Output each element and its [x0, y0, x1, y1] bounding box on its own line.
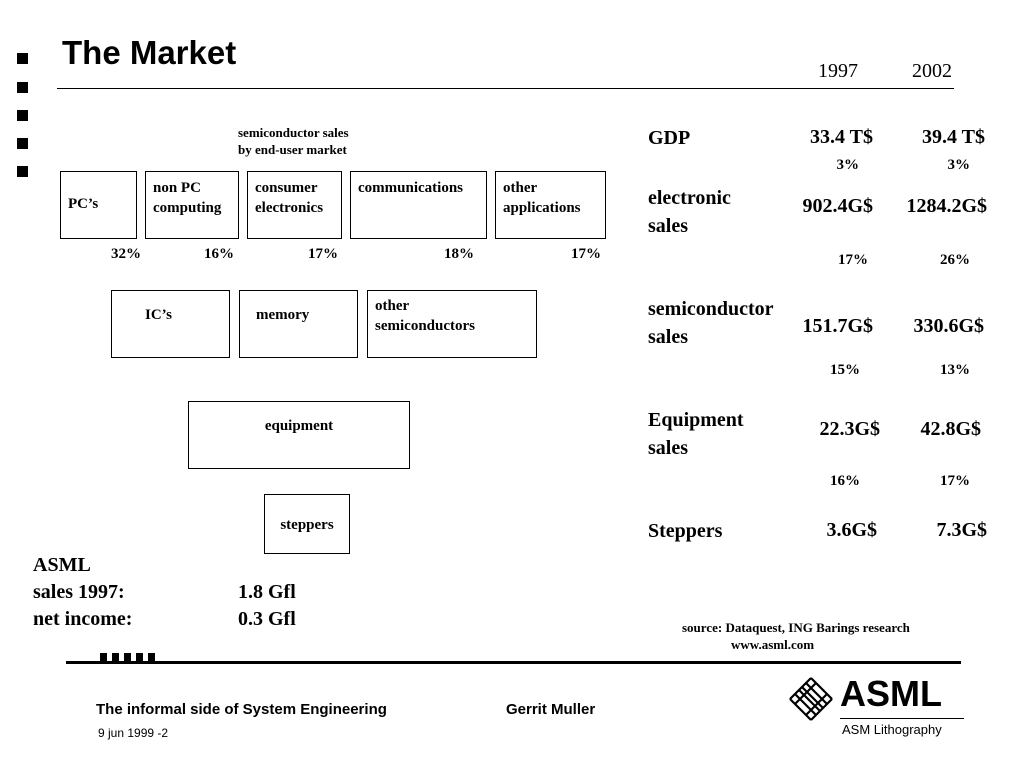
logo-rule — [840, 718, 964, 719]
slide-title: The Market — [62, 34, 237, 71]
source-url: www.asml.com — [731, 637, 815, 652]
table-value-2002: 330.6G$ — [913, 315, 984, 337]
semi-box-other-semiconductors — [367, 290, 537, 358]
market-box-communications — [350, 171, 487, 239]
footer-date: 9 jun 1999 -2 — [98, 726, 169, 740]
rule-tick — [124, 653, 131, 661]
asml-emblem-icon — [788, 676, 834, 722]
semi-label: IC’s — [145, 307, 172, 323]
diagram-caption-line1: semiconductor sales — [238, 125, 349, 140]
market-label: other applications — [503, 180, 581, 216]
market-label: PC’s — [68, 196, 99, 212]
footer-title: The informal side of System Engineering — [96, 701, 387, 718]
equipment-label: equipment — [264, 418, 334, 434]
table-growth-2002: 26% — [940, 252, 970, 268]
title-divider — [57, 88, 954, 89]
semi-box-memory — [239, 290, 358, 358]
steppers-label: steppers — [280, 517, 334, 533]
table-growth-1997: 3% — [836, 157, 859, 173]
market-label: communications — [358, 180, 463, 196]
market-pct-communications: 18% — [444, 246, 474, 262]
market-label: consumer electronics — [255, 180, 324, 216]
table-label-text: electronic sales — [648, 187, 731, 237]
table-label-text: semiconductor sales — [648, 298, 774, 348]
steppers-box — [264, 494, 350, 554]
asml-logo — [788, 674, 968, 744]
table-value-1997: 151.7G$ — [802, 315, 873, 337]
diagram-caption — [238, 124, 349, 158]
table-growth-1997: 17% — [838, 252, 868, 268]
table-label-electronic-sales — [648, 184, 731, 240]
market-box-other-applications — [495, 171, 606, 239]
table-label-steppers: Steppers — [648, 520, 723, 542]
asml-income-label: net income: — [33, 608, 133, 630]
market-box-non-pc-computing — [145, 171, 239, 239]
equipment-box — [188, 401, 410, 469]
table-value-2002: 39.4 T$ — [922, 126, 985, 148]
table-label-equipment-sales — [648, 406, 744, 462]
rule-tick — [112, 653, 119, 661]
source-note: source: Dataquest, ING Barings research — [682, 620, 910, 635]
table-value-1997: 22.3G$ — [819, 418, 880, 440]
diagram-caption-line2: by end-user market — [238, 142, 347, 157]
table-value-2002: 42.8G$ — [920, 418, 981, 440]
semi-label: other semiconductors — [375, 298, 475, 334]
bullet-marker — [17, 82, 28, 93]
year-1997-header: 1997 — [818, 60, 858, 82]
table-value-1997: 3.6G$ — [826, 519, 877, 541]
asml-sales-value: 1.8 Gfl — [238, 581, 296, 603]
asml-income-value: 0.3 Gfl — [238, 608, 296, 630]
year-2002-header: 2002 — [912, 60, 952, 82]
semi-label: memory — [256, 307, 310, 323]
table-value-2002: 1284.2G$ — [906, 195, 987, 217]
footer-author: Gerrit Muller — [506, 701, 596, 718]
table-growth-2002: 13% — [940, 362, 970, 378]
market-pct-consumer-electronics: 17% — [308, 246, 338, 262]
table-value-1997: 33.4 T$ — [810, 126, 873, 148]
table-growth-1997: 15% — [830, 362, 860, 378]
market-pct-other-applications: 17% — [571, 246, 601, 262]
bullet-marker — [17, 138, 28, 149]
asml-sales-label: sales 1997: — [33, 581, 125, 603]
table-label-semiconductor-sales — [648, 295, 774, 351]
table-value-2002: 7.3G$ — [936, 519, 987, 541]
market-box-pcs — [60, 171, 137, 239]
bullet-marker — [17, 53, 28, 64]
logo-wordmark: ASML — [840, 673, 942, 714]
market-box-consumer-electronics — [247, 171, 342, 239]
footer-divider — [66, 661, 961, 664]
bullet-marker — [17, 166, 28, 177]
bullet-marker — [17, 110, 28, 121]
semi-box-ics — [111, 290, 230, 358]
rule-tick — [148, 653, 155, 661]
table-label-text: Equipment sales — [648, 409, 744, 459]
market-pct-non-pc-computing: 16% — [204, 246, 234, 262]
table-growth-2002: 17% — [940, 473, 970, 489]
market-label: non PC computing — [153, 180, 222, 216]
table-value-1997: 902.4G$ — [802, 195, 873, 217]
table-label-gdp: GDP — [648, 127, 691, 149]
logo-subtitle: ASM Lithography — [842, 722, 942, 737]
rule-tick — [100, 653, 107, 661]
market-pct-pcs: 32% — [111, 246, 141, 262]
table-growth-2002: 3% — [947, 157, 970, 173]
asml-heading: ASML — [33, 554, 91, 576]
rule-tick — [136, 653, 143, 661]
table-growth-1997: 16% — [830, 473, 860, 489]
